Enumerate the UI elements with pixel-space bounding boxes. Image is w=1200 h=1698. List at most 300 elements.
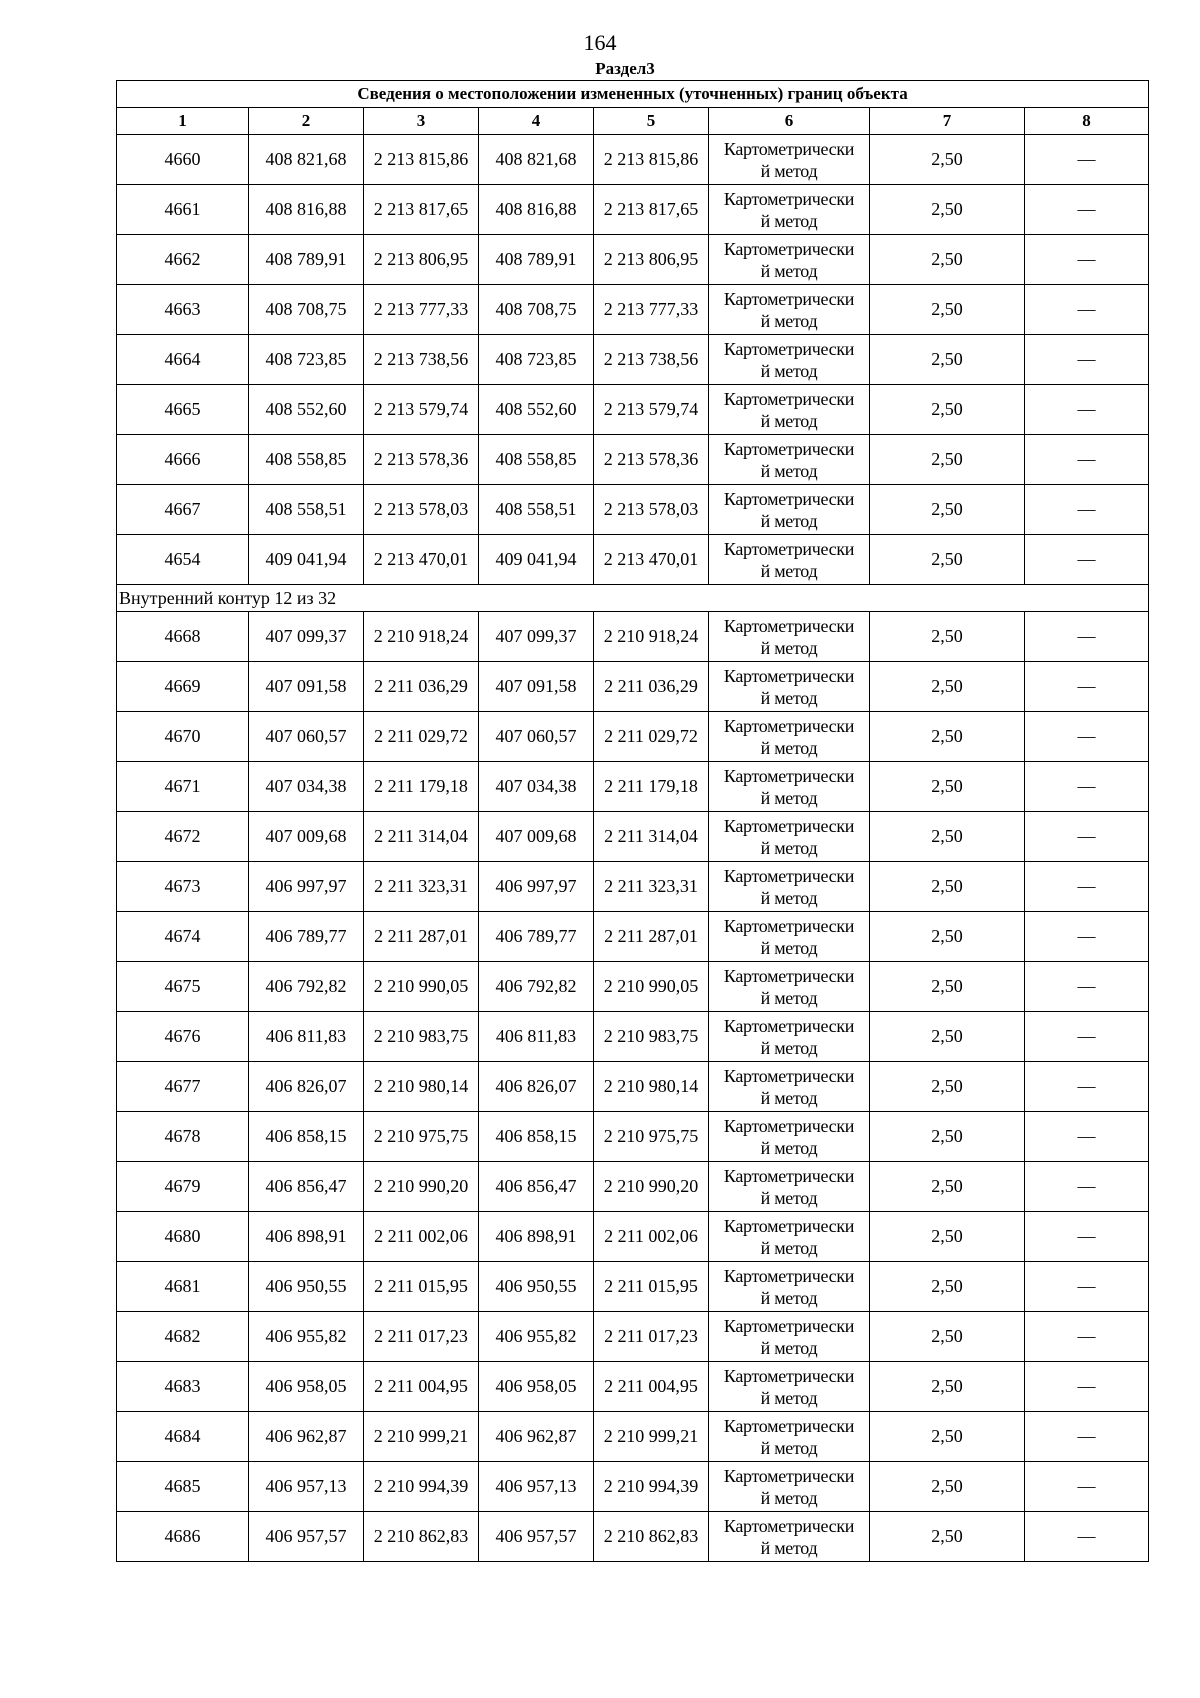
y-old-cell: 2 211 036,29 [364, 662, 479, 712]
x-new-cell: 406 789,77 [479, 912, 594, 962]
point-number-cell: 4678 [117, 1112, 249, 1162]
method-cell [709, 1262, 870, 1312]
accuracy-cell: 2,50 [870, 1262, 1025, 1312]
method-cell [709, 1362, 870, 1412]
method-text-line1: Картометрически [723, 238, 855, 259]
method-text-line1: Картометрически [723, 488, 855, 509]
accuracy-cell: 2,50 [870, 762, 1025, 812]
method-cell [709, 435, 870, 485]
method-text-line2: й метод [760, 687, 818, 708]
method-text-line2: й метод [760, 1137, 818, 1158]
x-new-cell: 406 957,13 [479, 1462, 594, 1512]
point-number-cell: 4677 [117, 1062, 249, 1112]
x-old-cell: 409 041,94 [249, 535, 364, 585]
note-cell: — [1025, 1012, 1149, 1062]
contour-label: Внутренний контур 12 из 32 [117, 585, 1149, 612]
accuracy-cell: 2,50 [870, 812, 1025, 862]
x-new-cell: 406 856,47 [479, 1162, 594, 1212]
y-old-cell: 2 210 980,14 [364, 1062, 479, 1112]
y-old-cell: 2 213 579,74 [364, 385, 479, 435]
y-new-cell: 2 213 815,86 [594, 135, 709, 185]
method-text-line1: Картометрически [723, 188, 855, 209]
method-text-line2: й метод [760, 737, 818, 758]
y-old-cell: 2 213 578,03 [364, 485, 479, 535]
accuracy-cell: 2,50 [870, 962, 1025, 1012]
method-cell [709, 1012, 870, 1062]
accuracy-cell: 2,50 [870, 1312, 1025, 1362]
y-old-cell: 2 210 862,83 [364, 1512, 479, 1562]
y-new-cell: 2 213 738,56 [594, 335, 709, 385]
point-number-cell: 4673 [117, 862, 249, 912]
note-cell: — [1025, 1062, 1149, 1112]
method-text-line2: й метод [760, 1237, 818, 1258]
note-cell: — [1025, 1262, 1149, 1312]
method-text-line2: й метод [760, 410, 818, 431]
note-cell: — [1025, 1212, 1149, 1262]
accuracy-cell: 2,50 [870, 1462, 1025, 1512]
column-header: 3 [364, 108, 479, 135]
table-row [117, 235, 1149, 285]
accuracy-cell: 2,50 [870, 862, 1025, 912]
note-cell: — [1025, 185, 1149, 235]
method-text-line1: Картометрически [723, 438, 855, 459]
method-text-line1: Картометрически [723, 1465, 855, 1486]
y-old-cell: 2 211 017,23 [364, 1312, 479, 1362]
method-cell [709, 1412, 870, 1462]
y-old-cell: 2 211 029,72 [364, 712, 479, 762]
note-cell: — [1025, 1162, 1149, 1212]
accuracy-cell: 2,50 [870, 1062, 1025, 1112]
table-row [117, 135, 1149, 185]
y-new-cell: 2 213 579,74 [594, 385, 709, 435]
point-number-cell: 4683 [117, 1362, 249, 1412]
accuracy-cell: 2,50 [870, 712, 1025, 762]
note-cell: — [1025, 385, 1149, 435]
point-number-cell: 4682 [117, 1312, 249, 1362]
method-text-line2: й метод [760, 1437, 818, 1458]
method-cell [709, 535, 870, 585]
note-cell: — [1025, 485, 1149, 535]
method-text-line1: Картометрически [723, 965, 855, 986]
x-new-cell: 408 821,68 [479, 135, 594, 185]
table-row [117, 612, 1149, 662]
x-old-cell: 406 957,57 [249, 1512, 364, 1562]
y-old-cell: 2 211 015,95 [364, 1262, 479, 1312]
accuracy-cell: 2,50 [870, 385, 1025, 435]
method-cell [709, 1162, 870, 1212]
method-text-line1: Картометрически [723, 138, 855, 159]
x-new-cell: 407 034,38 [479, 762, 594, 812]
y-new-cell: 2 210 990,20 [594, 1162, 709, 1212]
note-cell: — [1025, 135, 1149, 185]
method-cell [709, 335, 870, 385]
note-cell: — [1025, 1112, 1149, 1162]
point-number-cell: 4674 [117, 912, 249, 962]
point-number-cell: 4662 [117, 235, 249, 285]
point-number-cell: 4672 [117, 812, 249, 862]
x-new-cell: 406 898,91 [479, 1212, 594, 1262]
x-old-cell: 408 558,85 [249, 435, 364, 485]
method-text-line2: й метод [760, 1187, 818, 1208]
x-old-cell: 408 708,75 [249, 285, 364, 335]
x-new-cell: 407 060,57 [479, 712, 594, 762]
note-cell: — [1025, 1462, 1149, 1512]
point-number-cell: 4668 [117, 612, 249, 662]
table-row [117, 535, 1149, 585]
table-row [117, 712, 1149, 762]
method-text-line1: Картометрически [723, 765, 855, 786]
method-text-line1: Картометрически [723, 665, 855, 686]
x-old-cell: 408 816,88 [249, 185, 364, 235]
y-old-cell: 2 211 323,31 [364, 862, 479, 912]
x-old-cell: 408 723,85 [249, 335, 364, 385]
accuracy-cell: 2,50 [870, 235, 1025, 285]
table-row [117, 1012, 1149, 1062]
method-text-line2: й метод [760, 160, 818, 181]
x-old-cell: 407 099,37 [249, 612, 364, 662]
method-cell [709, 1512, 870, 1562]
method-text-line2: й метод [760, 1287, 818, 1308]
point-number-cell: 4666 [117, 435, 249, 485]
method-cell [709, 285, 870, 335]
x-old-cell: 406 826,07 [249, 1062, 364, 1112]
accuracy-cell: 2,50 [870, 662, 1025, 712]
y-new-cell: 2 211 017,23 [594, 1312, 709, 1362]
method-cell [709, 712, 870, 762]
method-text-line2: й метод [760, 360, 818, 381]
table-row [117, 1362, 1149, 1412]
note-cell: — [1025, 285, 1149, 335]
note-cell: — [1025, 435, 1149, 485]
method-cell [709, 1112, 870, 1162]
method-text-line2: й метод [760, 1087, 818, 1108]
x-new-cell: 408 558,51 [479, 485, 594, 535]
accuracy-cell: 2,50 [870, 135, 1025, 185]
table-row [117, 662, 1149, 712]
table-row [117, 912, 1149, 962]
note-cell: — [1025, 612, 1149, 662]
point-number-cell: 4669 [117, 662, 249, 712]
y-old-cell: 2 213 817,65 [364, 185, 479, 235]
accuracy-cell: 2,50 [870, 485, 1025, 535]
method-text-line1: Картометрически [723, 1415, 855, 1436]
y-new-cell: 2 210 999,21 [594, 1412, 709, 1462]
y-old-cell: 2 213 815,86 [364, 135, 479, 185]
method-text-line2: й метод [760, 637, 818, 658]
y-new-cell: 2 211 287,01 [594, 912, 709, 962]
y-old-cell: 2 211 002,06 [364, 1212, 479, 1262]
table-row [117, 1162, 1149, 1212]
method-text-line1: Картометрически [723, 1215, 855, 1236]
method-cell [709, 185, 870, 235]
table-row [117, 962, 1149, 1012]
x-old-cell: 408 552,60 [249, 385, 364, 435]
method-cell [709, 762, 870, 812]
x-old-cell: 408 821,68 [249, 135, 364, 185]
method-text-line2: й метод [760, 787, 818, 808]
table-row [117, 862, 1149, 912]
y-old-cell: 2 211 314,04 [364, 812, 479, 862]
x-old-cell: 406 792,82 [249, 962, 364, 1012]
table-row [117, 1462, 1149, 1512]
note-cell: — [1025, 1412, 1149, 1462]
note-cell: — [1025, 235, 1149, 285]
note-cell: — [1025, 662, 1149, 712]
accuracy-cell: 2,50 [870, 285, 1025, 335]
accuracy-cell: 2,50 [870, 435, 1025, 485]
method-text-line1: Картометрически [723, 1365, 855, 1386]
accuracy-cell: 2,50 [870, 912, 1025, 962]
point-number-cell: 4676 [117, 1012, 249, 1062]
y-new-cell: 2 210 918,24 [594, 612, 709, 662]
y-new-cell: 2 210 862,83 [594, 1512, 709, 1562]
accuracy-cell: 2,50 [870, 1212, 1025, 1262]
accuracy-cell: 2,50 [870, 1162, 1025, 1212]
y-new-cell: 2 211 314,04 [594, 812, 709, 862]
method-text-line1: Картометрически [723, 1165, 855, 1186]
x-new-cell: 406 955,82 [479, 1312, 594, 1362]
x-new-cell: 406 826,07 [479, 1062, 594, 1112]
x-old-cell: 406 962,87 [249, 1412, 364, 1462]
accuracy-cell: 2,50 [870, 1362, 1025, 1412]
x-old-cell: 406 811,83 [249, 1012, 364, 1062]
y-old-cell: 2 211 287,01 [364, 912, 479, 962]
y-old-cell: 2 211 004,95 [364, 1362, 479, 1412]
table-row [117, 1262, 1149, 1312]
x-new-cell: 408 558,85 [479, 435, 594, 485]
method-text-line2: й метод [760, 510, 818, 531]
point-number-cell: 4675 [117, 962, 249, 1012]
table-row [117, 1112, 1149, 1162]
x-old-cell: 407 009,68 [249, 812, 364, 862]
method-text-line2: й метод [760, 1337, 818, 1358]
point-number-cell: 4664 [117, 335, 249, 385]
x-old-cell: 407 060,57 [249, 712, 364, 762]
x-new-cell: 407 009,68 [479, 812, 594, 862]
y-new-cell: 2 213 817,65 [594, 185, 709, 235]
method-text-line2: й метод [760, 260, 818, 281]
table-row [117, 1062, 1149, 1112]
point-number-cell: 4660 [117, 135, 249, 185]
table-row [117, 812, 1149, 862]
y-new-cell: 2 211 029,72 [594, 712, 709, 762]
column-header: 7 [870, 108, 1025, 135]
column-header: 5 [594, 108, 709, 135]
method-text-line1: Картометрически [723, 715, 855, 736]
accuracy-cell: 2,50 [870, 612, 1025, 662]
y-new-cell: 2 210 990,05 [594, 962, 709, 1012]
y-old-cell: 2 210 918,24 [364, 612, 479, 662]
accuracy-cell: 2,50 [870, 185, 1025, 235]
method-cell [709, 862, 870, 912]
method-text-line1: Картометрически [723, 1115, 855, 1136]
y-new-cell: 2 211 004,95 [594, 1362, 709, 1412]
x-new-cell: 406 792,82 [479, 962, 594, 1012]
method-cell [709, 912, 870, 962]
method-text-line2: й метод [760, 210, 818, 231]
x-new-cell: 408 552,60 [479, 385, 594, 435]
note-cell: — [1025, 1312, 1149, 1362]
point-number-cell: 4663 [117, 285, 249, 335]
y-new-cell: 2 210 994,39 [594, 1462, 709, 1512]
page-number: 164 [583, 30, 617, 55]
note-cell: — [1025, 862, 1149, 912]
note-cell: — [1025, 712, 1149, 762]
method-cell [709, 612, 870, 662]
y-old-cell: 2 211 179,18 [364, 762, 479, 812]
contour-row [117, 585, 1149, 612]
method-text-line1: Картометрически [723, 1265, 855, 1286]
accuracy-cell: 2,50 [870, 535, 1025, 585]
y-new-cell: 2 210 975,75 [594, 1112, 709, 1162]
y-old-cell: 2 210 975,75 [364, 1112, 479, 1162]
accuracy-cell: 2,50 [870, 1412, 1025, 1462]
method-text-line1: Картометрически [723, 865, 855, 886]
x-old-cell: 406 958,05 [249, 1362, 364, 1412]
point-number-cell: 4680 [117, 1212, 249, 1262]
table-row [117, 185, 1149, 235]
y-new-cell: 2 211 002,06 [594, 1212, 709, 1262]
point-number-cell: 4670 [117, 712, 249, 762]
x-new-cell: 406 858,15 [479, 1112, 594, 1162]
point-number-cell: 4685 [117, 1462, 249, 1512]
method-text-line1: Картометрически [723, 915, 855, 936]
x-new-cell: 408 708,75 [479, 285, 594, 335]
table-row [117, 335, 1149, 385]
x-new-cell: 407 099,37 [479, 612, 594, 662]
y-old-cell: 2 210 999,21 [364, 1412, 479, 1462]
method-text-line1: Картометрически [723, 388, 855, 409]
method-cell [709, 662, 870, 712]
column-header: 6 [709, 108, 870, 135]
y-new-cell: 2 211 015,95 [594, 1262, 709, 1312]
method-cell [709, 1212, 870, 1262]
x-old-cell: 408 558,51 [249, 485, 364, 535]
x-old-cell: 406 957,13 [249, 1462, 364, 1512]
y-new-cell: 2 210 980,14 [594, 1062, 709, 1112]
section-title: Раздел3 [595, 59, 655, 78]
point-number-cell: 4665 [117, 385, 249, 435]
note-cell: — [1025, 812, 1149, 862]
table-row [117, 762, 1149, 812]
point-number-cell: 4681 [117, 1262, 249, 1312]
method-text-line2: й метод [760, 937, 818, 958]
point-number-cell: 4684 [117, 1412, 249, 1462]
accuracy-cell: 2,50 [870, 335, 1025, 385]
method-text-line2: й метод [760, 1537, 818, 1558]
table-row [117, 1412, 1149, 1462]
table-caption: Сведения о местоположении измененных (уточненных) границ объекта [117, 81, 1149, 108]
method-cell [709, 812, 870, 862]
method-cell [709, 485, 870, 535]
x-old-cell: 407 091,58 [249, 662, 364, 712]
point-number-cell: 4686 [117, 1512, 249, 1562]
column-header: 2 [249, 108, 364, 135]
point-number-cell: 4661 [117, 185, 249, 235]
x-new-cell: 406 950,55 [479, 1262, 594, 1312]
method-text-line2: й метод [760, 310, 818, 331]
method-text-line2: й метод [760, 1487, 818, 1508]
y-old-cell: 2 210 983,75 [364, 1012, 479, 1062]
x-old-cell: 406 955,82 [249, 1312, 364, 1362]
method-text-line2: й метод [760, 460, 818, 481]
x-old-cell: 406 789,77 [249, 912, 364, 962]
x-new-cell: 406 958,05 [479, 1362, 594, 1412]
y-old-cell: 2 213 806,95 [364, 235, 479, 285]
y-new-cell: 2 213 578,03 [594, 485, 709, 535]
y-old-cell: 2 213 470,01 [364, 535, 479, 585]
method-text-line1: Картометрически [723, 1515, 855, 1536]
note-cell: — [1025, 1362, 1149, 1412]
method-text-line1: Картометрически [723, 288, 855, 309]
note-cell: — [1025, 335, 1149, 385]
x-new-cell: 406 957,57 [479, 1512, 594, 1562]
y-new-cell: 2 211 323,31 [594, 862, 709, 912]
y-new-cell: 2 210 983,75 [594, 1012, 709, 1062]
method-text-line1: Картометрически [723, 338, 855, 359]
method-text-line2: й метод [760, 887, 818, 908]
point-number-cell: 4654 [117, 535, 249, 585]
table-row [117, 285, 1149, 335]
point-number-cell: 4667 [117, 485, 249, 535]
x-old-cell: 406 997,97 [249, 862, 364, 912]
x-new-cell: 407 091,58 [479, 662, 594, 712]
y-new-cell: 2 213 777,33 [594, 285, 709, 335]
method-cell [709, 1062, 870, 1112]
x-old-cell: 406 898,91 [249, 1212, 364, 1262]
y-old-cell: 2 210 990,05 [364, 962, 479, 1012]
table-body [117, 81, 1149, 1562]
y-new-cell: 2 213 578,36 [594, 435, 709, 485]
note-cell: — [1025, 535, 1149, 585]
note-cell: — [1025, 962, 1149, 1012]
column-header: 4 [479, 108, 594, 135]
method-text-line1: Картометрически [723, 538, 855, 559]
y-new-cell: 2 213 470,01 [594, 535, 709, 585]
accuracy-cell: 2,50 [870, 1012, 1025, 1062]
method-cell [709, 235, 870, 285]
x-new-cell: 408 816,88 [479, 185, 594, 235]
method-text-line1: Картометрически [723, 615, 855, 636]
accuracy-cell: 2,50 [870, 1512, 1025, 1562]
method-cell [709, 385, 870, 435]
y-new-cell: 2 211 036,29 [594, 662, 709, 712]
column-number-row [117, 108, 1149, 135]
method-text-line2: й метод [760, 1387, 818, 1408]
y-old-cell: 2 210 994,39 [364, 1462, 479, 1512]
x-new-cell: 406 962,87 [479, 1412, 594, 1462]
table-row [117, 1512, 1149, 1562]
y-new-cell: 2 211 179,18 [594, 762, 709, 812]
table-row [117, 485, 1149, 535]
method-text-line1: Картометрически [723, 815, 855, 836]
boundary-coordinates-table [116, 80, 1149, 1562]
table-row [117, 435, 1149, 485]
table-row [117, 1312, 1149, 1362]
point-number-cell: 4671 [117, 762, 249, 812]
method-cell [709, 135, 870, 185]
table-caption-row [117, 81, 1149, 108]
method-text-line1: Картометрически [723, 1015, 855, 1036]
x-old-cell: 406 950,55 [249, 1262, 364, 1312]
method-text-line1: Картометрически [723, 1065, 855, 1086]
point-number-cell: 4679 [117, 1162, 249, 1212]
x-old-cell: 407 034,38 [249, 762, 364, 812]
note-cell: — [1025, 912, 1149, 962]
column-header: 8 [1025, 108, 1149, 135]
x-new-cell: 408 723,85 [479, 335, 594, 385]
method-cell [709, 962, 870, 1012]
